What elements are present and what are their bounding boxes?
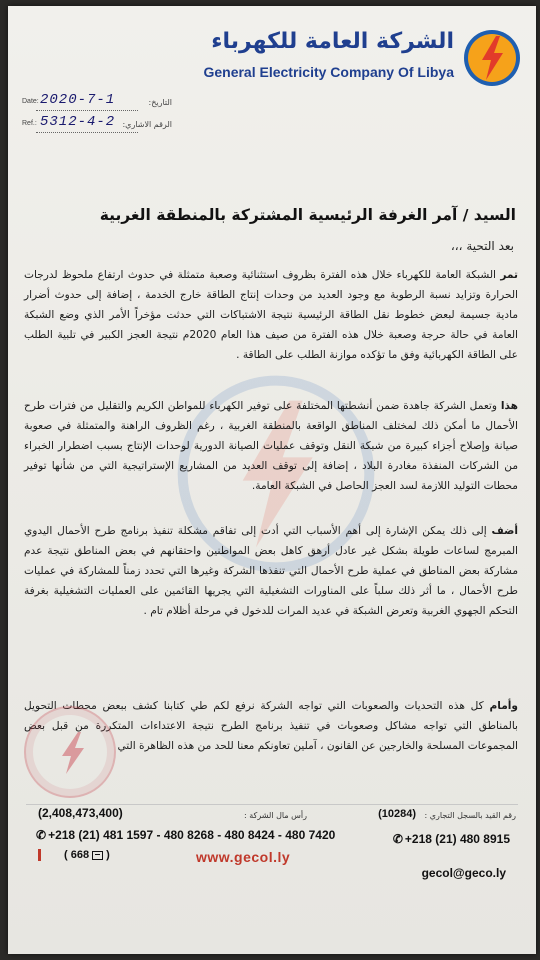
phone-right	[393, 832, 510, 846]
date-row	[22, 94, 172, 116]
phone-right-text: +218 (21) 480 8915	[404, 832, 510, 846]
paragraph-3-text: إلى ذلك يمكن الإشارة إلى أهم الأسباب التي أدت إلى تفاقم مشكلة تنفيذ برنامج طرح الأحمال اليدوي المبرمج لساعات طويلة بشكل غير عادل أرهق كاهل بعض المواطنين واحتقانهم في بعض المناطق نتيجة عدم مشاركة بعض المناطق في عملية طرح الأحمال التي تنفذها الشركة وغيرها التي تحدد زمناً للمشاركة في عمليات طرح الأحمال ، ما أثر ذلك سلباً على المناورات التشغيلية التي يجريها القائمين على العمليات التشغيلية بغرفة التحكم الجهوي الغربية وتعرض الشبكة في عديد المرات للدخول في مرحلة أظلام تام .	[24, 525, 518, 617]
gecol-logo-icon	[462, 28, 522, 88]
greeting-line: بعد التحية ،،،	[450, 239, 514, 253]
company-name-arabic: الشركة العامة للكهرباء	[211, 29, 454, 54]
phones-left	[36, 828, 335, 842]
ref-label-ar: الرقم الاشاري:	[122, 120, 172, 129]
phone-icon: ✆	[36, 828, 47, 842]
stamp-bolt-icon	[56, 730, 90, 776]
paragraph-1-text: الشبكة العامة للكهرباء خلال هذه الفترة بظروف استثنائية وصعبة متمثلة في حدوث ارتفاع ملحوظ لدرجات الحرارة وتزايد نسبة الرطوبة مع وجود العديد من وحدات إنتاج الطاقة خارج الخدمة ، إضافة إلى حدوث أضرار مادية جسيمة لبعض خطوط نقل الطاقة الرئيسية نتيجة الاشتباكات التي حدثت مؤخراً الأمر الذي وضع الشبكة العامة في حالة حرجة وصعبة خلال هذه الفترة من صيف هذا العام 2020م نتيجة العجز الكبير في تلبية الطلب على الطاقة الكهربائية وفق ما تؤكده موازنة الطلب على الطاقة .	[24, 269, 519, 361]
letter-page	[8, 6, 536, 954]
capital-label: رأس مال الشركة :	[244, 811, 308, 820]
fax-left-text: ( 668	[64, 849, 90, 861]
paragraph-4-lead: وأمام	[489, 700, 518, 712]
paragraph-2-text: وتعمل الشركة جاهدة ضمن أنشطتها المختلفة على توفير الكهرباء للمواطن الكريم والتقليل من فترات طرح الأحمال ما أمكن ذلك لمختلف المناطق الواقعة بالمنطقة الغربية ، رغم الظروف الراهنة والمتمثلة في صعوبة صيانة وإصلاح أجزاء كبيرة من شبكة النقل وتوقف عمليات الصيانة الدورية لوحدات الإنتاج بسبب اضطرار الخبراء من الشركات المنفذة مغادرة البلاد ، إضافة إلى توقف العديد من المشاريع الإستراتيجية التي من شأنها توفير محطات التوليد اللازمة لسد العجز الحاصل في الشبكة العامة.	[24, 400, 518, 492]
email-link[interactable]: gecol@geco.ly	[421, 866, 506, 880]
footer-divider	[26, 804, 518, 805]
fax-left	[64, 849, 110, 861]
date-underline	[36, 110, 138, 111]
footer-accent-bar	[38, 849, 41, 861]
website-link[interactable]: www.gecol.ly	[196, 849, 291, 865]
capital-value: (2,408,473,400)	[38, 806, 123, 820]
paragraph-3	[24, 521, 518, 621]
phones-left-text: +218 (21) 481 1597 - 480 8268 - 480 8424 - 480 7420	[48, 828, 336, 842]
date-label-en: Date:	[22, 98, 39, 105]
paragraph-2	[24, 396, 518, 496]
ref-row	[22, 116, 172, 138]
paragraph-3-lead: أضف	[491, 525, 518, 537]
company-stamp	[24, 706, 116, 798]
fax-left-close: )	[106, 849, 110, 861]
paragraph-1	[24, 265, 518, 365]
paragraph-1-lead: تمر	[500, 269, 518, 281]
pobox-icon	[92, 851, 103, 860]
paragraph-4-text: كل هذه التحديات والصعوبات التي تواجه الشركة نرفع لكم طي كتابنا كشف ببعض محطات التحويل بالمناطق التي تواجه مشاكل وصعوبات في تنفيذ برنامج الطرح نتيجة الاعتداءات المتكررة من قبل بعض المجموعات المسلحة والخارجين عن القانون ، آملين تعاونكم معنا للحد من هذه الظاهرة التي	[24, 700, 518, 752]
paragraph-2-lead: هذا	[500, 400, 518, 412]
letter-meta	[22, 94, 172, 138]
date-value: 2020-7-1	[40, 92, 116, 108]
addressee-line: السيد / آمر الغرفة الرئيسية المشتركة بالمنطقة الغربية	[99, 206, 516, 224]
company-name-english: General Electricity Company Of Libya	[203, 64, 454, 80]
ref-value: 5312-4-2	[40, 114, 116, 130]
registration-label: رقم القيد بالسجل التجاري :	[424, 811, 516, 820]
phone-icon-right: ✆	[392, 832, 403, 846]
date-label-ar: التاريخ:	[148, 98, 172, 107]
registration-value: (10284)	[378, 808, 416, 820]
ref-label-en: Ref.:	[22, 120, 37, 127]
ref-underline	[36, 132, 138, 133]
